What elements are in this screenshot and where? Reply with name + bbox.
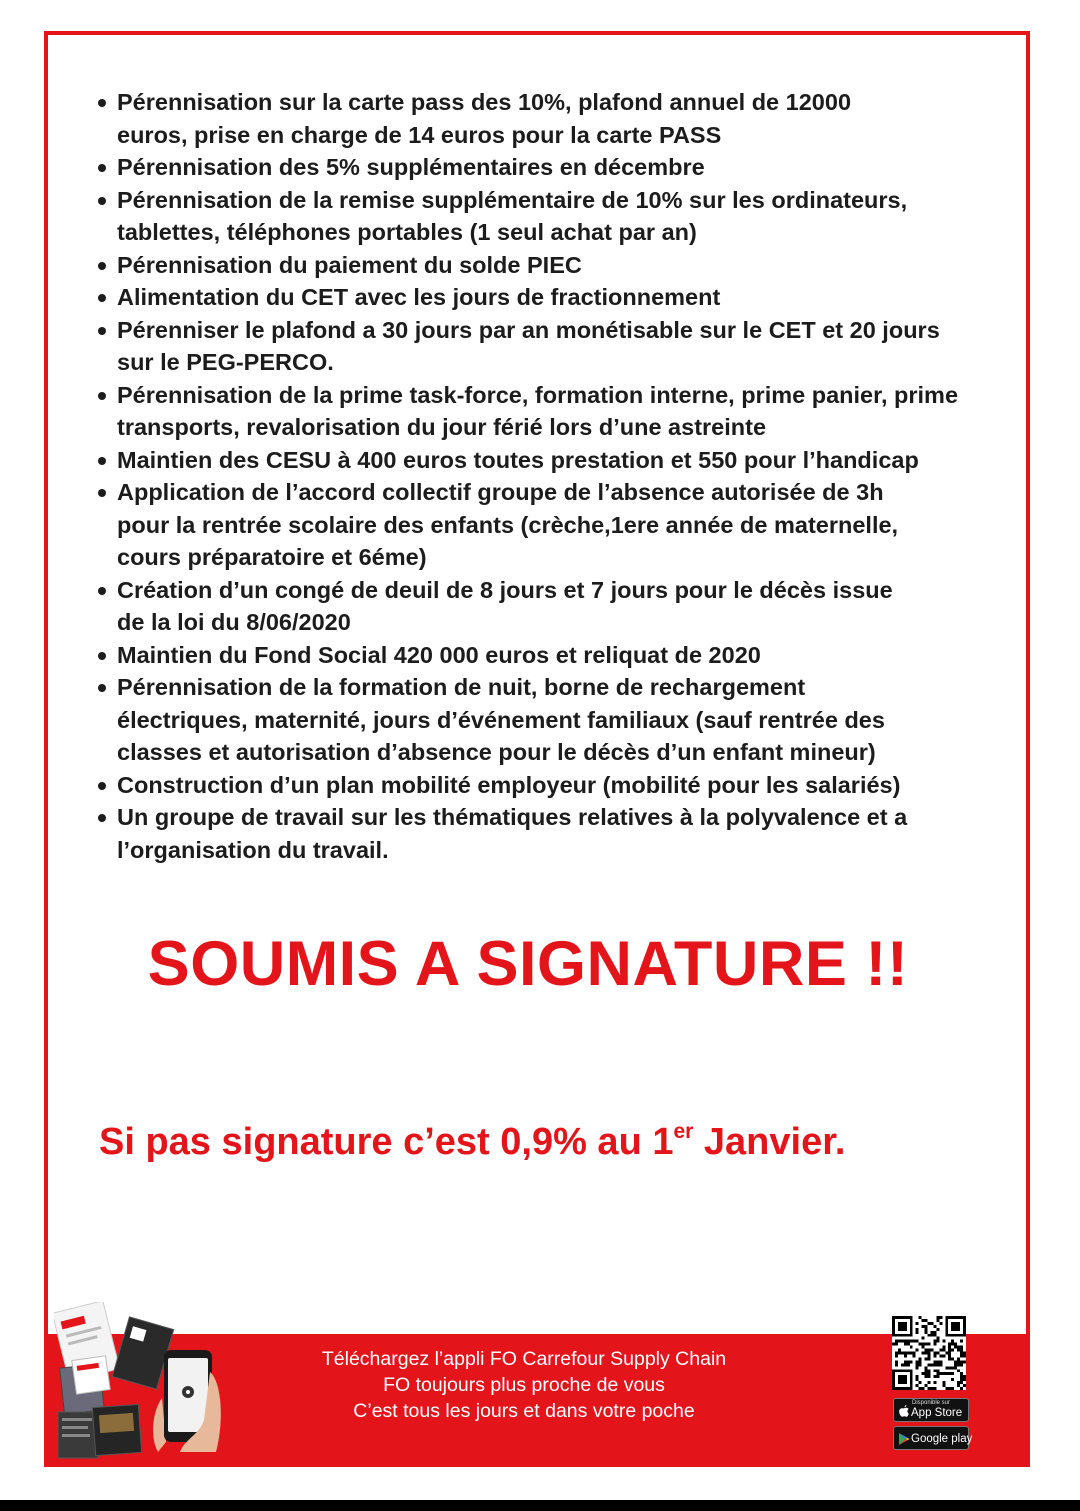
list-item-line: Pérenniser le plafond a 30 jours par an monétisable sur le CET et 20 jours <box>117 316 940 343</box>
footer-text <box>244 1346 804 1424</box>
list-item-line: électriques, maternité, jours d’événement familiaux (sauf rentrée des <box>117 706 885 733</box>
list-item-line: Pérennisation sur la carte pass des 10%, plafond annuel de 12000 <box>117 89 852 115</box>
list-item-line: euros, prise en charge de 14 euros pour la carte PASS <box>117 121 722 148</box>
subline-text-after: Janvier. <box>693 1121 846 1163</box>
bullet-dot-icon <box>98 294 106 302</box>
bullet-dot-icon <box>98 684 106 692</box>
bullet-dot-icon <box>98 587 106 595</box>
list-item-line: Maintien des CESU à 400 euros toutes prestation et 550 pour l’handicap <box>117 446 919 473</box>
list-item-line: sur le PEG-PERCO. <box>117 349 334 375</box>
bullet-dot-icon <box>98 489 106 497</box>
bullet-dot-icon <box>98 782 106 790</box>
list-item <box>96 574 1034 639</box>
google-play-label: Google play <box>911 1433 973 1445</box>
list-item-line: Application de l’accord collectif groupe de l’absence autorisée de 3h <box>117 479 884 505</box>
list-item <box>96 184 1034 249</box>
list-item-line: Construction d’un plan mobilité employeur (mobilité pour les salariés) <box>117 771 901 798</box>
list-item-line: tablettes, téléphones portables (1 seul achat par an) <box>117 219 697 245</box>
google-play-icon <box>898 1432 910 1446</box>
bullet-dot-icon <box>98 457 106 465</box>
subline-superscript: er <box>673 1120 694 1143</box>
list-item-line: classes et autorisation d’absence pour le décès d’un enfant mineur) <box>117 739 876 765</box>
list-item-line: Pérennisation de la formation de nuit, borne de rechargement <box>117 674 806 700</box>
demands-list <box>96 86 1034 866</box>
qr-code-icon[interactable] <box>892 1316 966 1390</box>
footer-line-1: Téléchargez l’appli FO Carrefour Supply Chain <box>321 1348 727 1370</box>
app-store-label: App Store <box>911 1407 963 1419</box>
list-item-line: de la loi du 8/06/2020 <box>117 609 351 635</box>
list-item-line: Pérennisation de la remise supplémentaire de 10% sur les ordinateurs, <box>117 186 908 213</box>
apple-icon <box>898 1404 910 1418</box>
bullet-dot-icon <box>98 814 106 822</box>
list-item-line: Alimentation du CET avec les jours de fractionnement <box>117 284 721 310</box>
bullet-dot-icon <box>98 99 106 107</box>
list-item <box>96 314 1034 379</box>
list-item <box>96 379 1034 444</box>
list-item <box>96 801 1034 866</box>
list-item <box>96 249 1034 282</box>
footer-line-3: C’est tous les jours et dans votre poche <box>353 1400 695 1422</box>
list-item-line: Un groupe de travail sur les thématiques relatives à la polyvalence et a <box>117 804 908 830</box>
bullet-dot-icon <box>98 392 106 400</box>
list-item-line: Création d’un congé de deuil de 8 jours et 7 jours pour le décès issue <box>117 576 893 603</box>
list-item <box>96 476 1034 574</box>
list-item-line: pour la rentrée scolaire des enfants (crèche,1ere année de maternelle, <box>117 511 899 538</box>
app-store-badge[interactable] <box>893 1398 969 1422</box>
list-item <box>96 639 1034 672</box>
bullet-dot-icon <box>98 327 106 335</box>
subline-text-before: Si pas signature c’est 0,9% au 1 <box>99 1121 674 1163</box>
list-item <box>96 86 1034 151</box>
google-play-badge[interactable] <box>893 1426 973 1450</box>
list-item-line: l’organisation du travail. <box>117 836 389 863</box>
phone-mockups-image <box>54 1302 224 1464</box>
list-item <box>96 444 1034 477</box>
list-item <box>96 151 1034 184</box>
bottom-edge-bar <box>0 1500 1080 1511</box>
list-item <box>96 769 1034 802</box>
headline: SOUMIS A SIGNATURE !! <box>147 929 909 999</box>
bullet-dot-icon <box>98 262 106 270</box>
list-item-line: Pérennisation de la prime task-force, formation interne, prime panier, prime <box>117 381 959 408</box>
list-item-line: Maintien du Fond Social 420 000 euros et reliquat de 2020 <box>117 641 761 668</box>
list-item <box>96 671 1034 769</box>
list-item-line: transports, revalorisation du jour férié lors d’une astreinte <box>117 414 767 440</box>
footer-line-2: FO toujours plus proche de vous <box>383 1374 665 1396</box>
app-store-small-label: Disponible sur <box>912 1400 951 1406</box>
bullet-dot-icon <box>98 197 106 205</box>
bullet-dot-icon <box>98 164 106 172</box>
bullet-dot-icon <box>98 652 106 660</box>
subline <box>99 1117 845 1167</box>
list-item-line: cours préparatoire et 6éme) <box>117 544 427 570</box>
list-item <box>96 281 1034 314</box>
list-item-line: Pérennisation des 5% supplémentaires en décembre <box>117 154 705 180</box>
list-item-line: Pérennisation du paiement du solde PIEC <box>117 251 582 278</box>
